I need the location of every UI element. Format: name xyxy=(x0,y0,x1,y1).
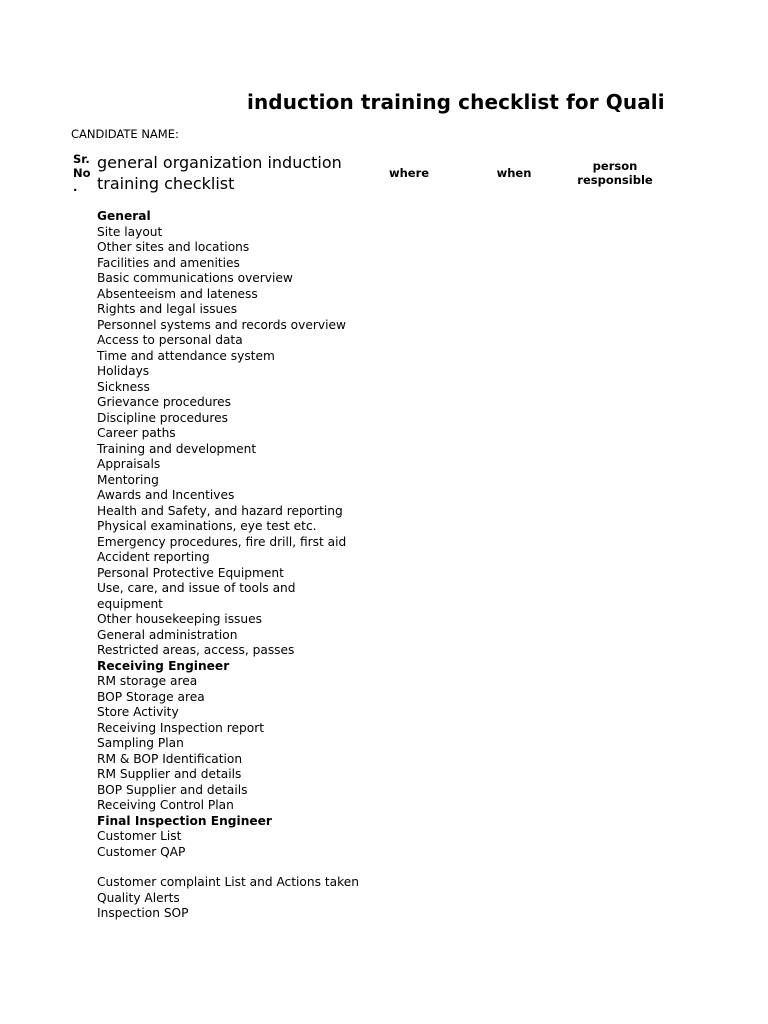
checklist-item: Emergency procedures, fire drill, first aid xyxy=(97,534,347,549)
checklist-item: Mentoring xyxy=(97,472,159,487)
checklist-item: Inspection SOP xyxy=(97,906,189,920)
checklist-item: Holidays xyxy=(97,364,150,378)
checklist-item: Sampling Plan xyxy=(97,736,184,750)
checklist-item: Career paths xyxy=(97,426,176,440)
checklist-item: Training and development xyxy=(97,441,257,456)
checklist-item: Health and Safety, and hazard reporting xyxy=(97,503,343,518)
checklist-item: Customer List xyxy=(97,829,182,843)
checklist-item: Use, care, and issue of tools and equipment xyxy=(97,581,296,611)
checklist-item: Restricted areas, access, passes xyxy=(97,643,295,657)
checklist-item: Store Activity xyxy=(97,705,179,719)
checklist-item: Customer QAP xyxy=(97,844,186,859)
checklist-item: Sickness xyxy=(97,379,150,394)
checklist-item: Other housekeeping issues xyxy=(97,612,262,626)
checklist-items xyxy=(97,209,357,922)
where-column-header: where xyxy=(388,166,430,180)
sr-no-header: Sr. No . xyxy=(73,152,91,194)
checklist-section-heading: General xyxy=(97,209,151,223)
section-title: general organization induction training checklist xyxy=(97,153,342,193)
checklist-section-heading: Final Inspection Engineer xyxy=(97,813,272,828)
checklist-item: Grievance procedures xyxy=(97,395,232,409)
blank-row xyxy=(97,860,357,875)
checklist-item: BOP Supplier and details xyxy=(97,782,248,797)
checklist-item: Absenteeism and lateness xyxy=(97,286,258,301)
checklist-item: RM storage area xyxy=(97,674,198,688)
checklist-item: Quality Alerts xyxy=(97,890,180,905)
checklist-item: Receiving Inspection report xyxy=(97,720,264,735)
checklist-item: RM & BOP Identification xyxy=(97,751,243,766)
checklist-item: BOP Storage area xyxy=(97,689,205,704)
checklist-item: Customer complaint List and Actions taken xyxy=(97,875,359,889)
when-column-header: when xyxy=(496,166,532,180)
checklist-item: Basic communications overview xyxy=(97,271,293,285)
person-responsible-column-header: person responsible xyxy=(577,159,653,187)
checklist-item: Receiving Control Plan xyxy=(97,798,234,812)
checklist-item: Discipline procedures xyxy=(97,410,228,425)
checklist-item: Awards and Incentives xyxy=(97,488,235,502)
checklist-item: RM Supplier and details xyxy=(97,767,242,781)
checklist-item: Time and attendance system xyxy=(97,348,275,363)
checklist-item: Site layout xyxy=(97,224,163,239)
checklist-item: General administration xyxy=(97,627,238,642)
checklist-item: Personal Protective Equipment xyxy=(97,565,284,580)
checklist-item: Other sites and locations xyxy=(97,240,250,254)
checklist-item: Facilities and amenities xyxy=(97,255,240,270)
checklist-section-heading: Receiving Engineer xyxy=(97,658,230,673)
checklist-item: Personnel systems and records overview xyxy=(97,317,346,332)
candidate-name-label: CANDIDATE NAME: xyxy=(71,127,179,141)
checklist-item: Accident reporting xyxy=(97,550,210,564)
checklist-item: Physical examinations, eye test etc. xyxy=(97,519,317,533)
checklist-item: Access to personal data xyxy=(97,333,243,347)
document-title: induction training checklist for Quali xyxy=(247,90,665,114)
checklist-item: Rights and legal issues xyxy=(97,302,238,316)
checklist-item: Appraisals xyxy=(97,457,161,471)
